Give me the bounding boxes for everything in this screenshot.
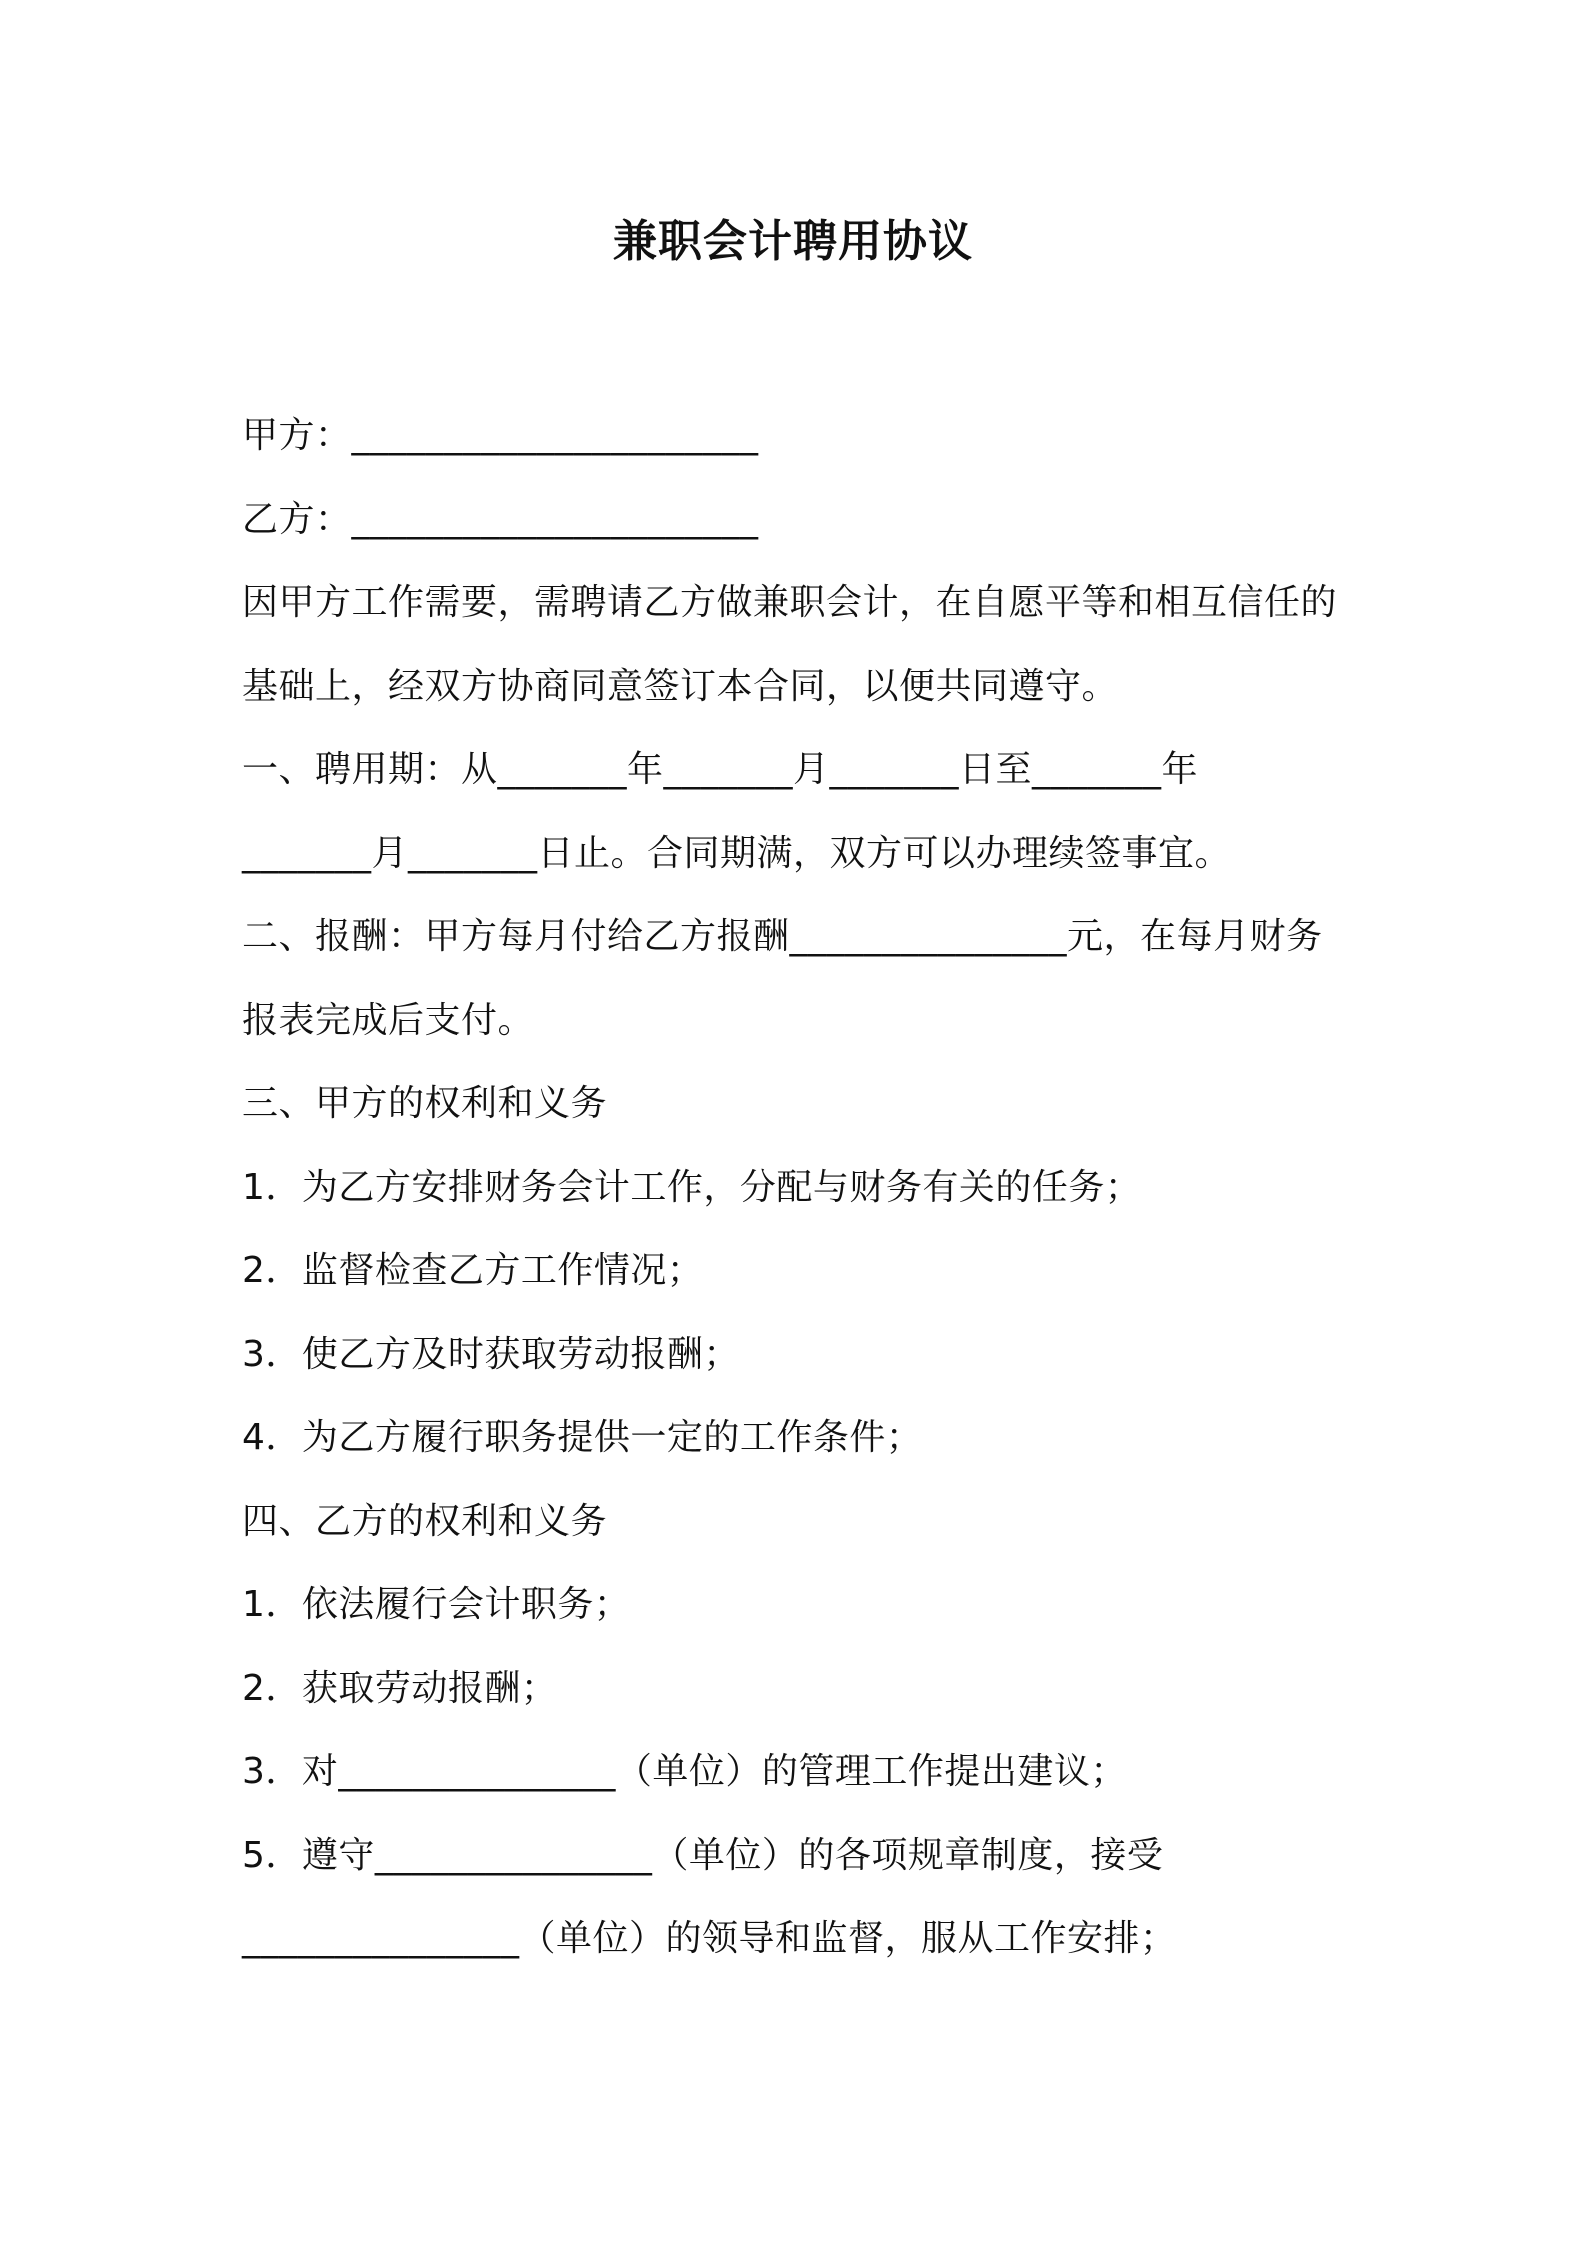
list-item: 3．对_______________（单位）的管理工作提出建议； [242, 1751, 1127, 1792]
preamble-line: 因甲方工作需要，需聘请乙方做兼职会计，在自愿平等和相互信任的 [242, 582, 1338, 623]
list-item: 2．监督检查乙方工作情况； [242, 1250, 704, 1291]
party-a-line: 甲方：______________________ [242, 415, 759, 456]
term-clause-line: 一、聘用期：从_______年_______月_______日至_______年 [242, 749, 1199, 790]
list-item: 5．遵守_______________（单位）的各项规章制度，接受 [242, 1834, 1164, 1876]
list-item: 1．为乙方安排财务会计工作，分配与财务有关的任务； [242, 1166, 1142, 1208]
pay-clause-line: 二、报酬：甲方每月付给乙方报酬_______________元，在每月财务 [242, 916, 1323, 957]
list-item: 3．使乙方及时获取劳动报酬； [242, 1333, 740, 1375]
document-body [242, 406, 1362, 1993]
section-heading: 四、乙方的权利和义务 [242, 1500, 608, 1542]
preamble-line: 基础上，经双方协商同意签订本合同，以便共同遵守。 [242, 665, 1119, 707]
term-clause-line: _______月_______日止。合同期满，双方可以办理续签事宜。 [242, 832, 1232, 874]
party-b-line: 乙方：______________________ [242, 498, 759, 540]
list-item: _______________（单位）的领导和监督，服从工作安排； [242, 1918, 1177, 1959]
section-heading: 三、甲方的权利和义务 [242, 1083, 608, 1124]
pay-clause-line: 报表完成后支付。 [242, 999, 535, 1041]
list-item: 1．依法履行会计职务； [242, 1584, 631, 1625]
document-title: 兼职会计聘用协议 [613, 216, 973, 267]
list-item: 4．为乙方履行职务提供一定的工作条件； [242, 1417, 923, 1458]
list-item: 2．获取劳动报酬； [242, 1667, 558, 1709]
